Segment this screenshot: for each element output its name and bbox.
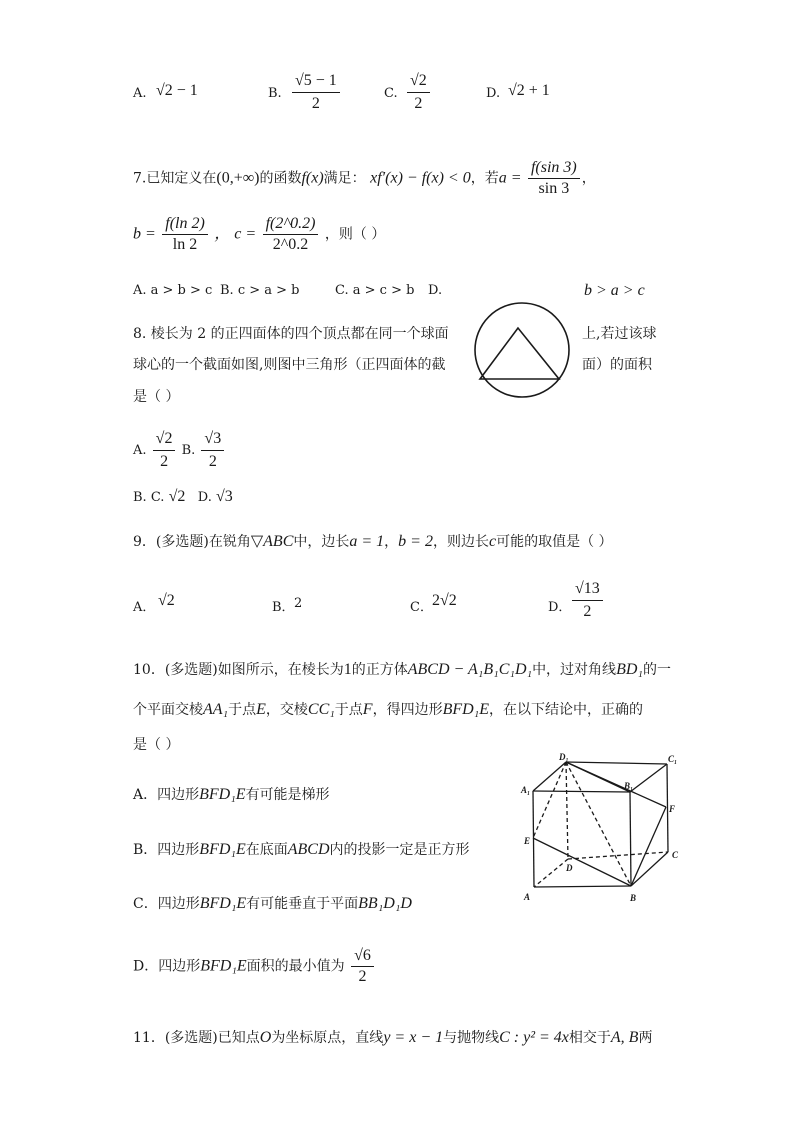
q7-option-c: C. a > c > b [335,283,415,298]
q6-option-b-label: B. [268,86,282,101]
q10-label-D: D [566,863,573,873]
q10-stem-line3: 是（ ） [133,737,180,753]
q8-options-row1: A. $\frac{√2}{2}$ B. $\frac{√3}{2}$ [133,430,226,471]
q8-option-a-value: $\frac{√2}{2}$ [153,430,176,471]
q11-stem: 11．(多选题)已知点O为坐标原点，直线y = x − 1与抛物线C : y² = 4x相交于A, B两 [133,1029,653,1046]
q10-label-A: A [524,892,531,902]
q6-option-d-label: D. [486,86,501,101]
q10-option-c: C．四边形BFD₁E有可能垂直于平面BB₁D₁D [133,895,412,912]
q8-stem-line2-right: 面）的面积 [582,357,652,373]
q9-option-c-value: 2√2 [432,592,457,609]
q7-option-b: B. c > a > b [220,283,300,298]
q6-option-a-label: A. [133,86,147,101]
q9-option-d-value: $\frac{√13}{2}$ [570,580,605,621]
q10-option-d: D．四边形BFD₁E面积的最小值为 $\frac{√6}{2}$ [133,948,376,985]
q6-option-a-value: √2 − 1 [156,82,198,99]
q8-circle [475,303,569,397]
q8-stem-line2-left: 球心的一个截面如图,则图中三角形（正四面体的截 [133,357,446,373]
q9-option-d-label: D． [548,600,572,615]
q8-option-d-value: √3 [216,488,233,505]
q8-triangle [480,328,559,379]
q10-label-C1: C₁ [668,754,678,764]
q8-option-b-value: $\frac{√3}{2}$ [201,430,224,471]
q9-option-b-label: B． [272,600,295,615]
q7-b-fraction: $\frac{f(\ln 2)}{\ln 2}$ [162,216,208,253]
q10-cube-figure [518,750,688,906]
q8-stem-line1-left: 8. 棱长为 2 的正四面体的四个顶点都在同一个球面 [133,326,449,342]
q10-stem-line2: 个平面交棱AA₁于点E，交棱CC₁于点F，得四边形BFD₁E，在以下结论中，正确的 [133,701,644,718]
q10-option-d-fraction: $\frac{√6}{2}$ [351,948,374,985]
q7-c-fraction: $\frac{f(2\^{}0.2)}{2\^{}0.2}$ [263,216,319,253]
q10-label-C: C [672,850,679,860]
q6-option-b-value: $\frac{√5 - 1}{2}$ [290,72,342,113]
q7-a-fraction: $\frac{f(\sin 3)}{\sin 3}$ [528,160,580,197]
q8-option-c-value: √2 [168,488,186,505]
q9-option-a-label: A． [133,600,156,615]
q7-stem-line1: 7.已知定义在(0,+∞)的函数f(x)满足： xf′(x) − f(x) < 0，若a = $\frac{f(\sin 3)}{\sin 3}$ ， [133,159,596,197]
q10-label-A1: A₁ [521,785,531,795]
q10-label-F: F [669,804,676,814]
q9-stem: 9．(多选题)在锐角▽ABC中，边长a = 1，b = 2，则边长c可能的取值是（ ） [133,533,613,550]
q9-option-a-value: √2 [158,592,175,609]
q10-label-B: B [630,893,637,903]
q10-option-a: A．四边形BFD₁E有可能是梯形 [133,786,330,803]
q8-options-row2: B. C. √2 D. √3 [133,488,233,505]
q10-stem-line1: 10．(多选题)如图所示，在棱长为1的正方体ABCD − A₁B₁C₁D₁中，过对角线BD₁的一 [133,661,671,678]
q10-label-B1: B₁ [624,781,634,791]
q10-option-b: B．四边形BFD₁E在底面ABCD内的投影一定是正方形 [133,841,470,858]
q9-option-b-value: 2 [294,596,303,611]
q8-sphere-section-figure [466,300,578,400]
q6-option-c-label: C. [384,86,398,101]
q10-label-D1: D₁ [559,752,569,762]
q10-label-E: E [524,836,531,846]
q8-stem-line3: 是（ ） [133,389,180,405]
q7-option-a: A. a > b > c [133,283,213,298]
q8-stem-line1-right: 上,若过该球 [582,326,657,342]
q6-option-d-value: √2 + 1 [508,82,550,99]
q7-option-d-label: D. [428,283,443,298]
q7-stem-line2: b = $\frac{f(\ln 2)}{\ln 2}$ ， c = $\frac{f(2\^{}0.2)}{2\^{}0.2}$ ，则（ ） [133,215,386,253]
q6-option-c-value: $\frac{√2}{2}$ [405,72,432,113]
q7-option-d-value: b > a > c [584,282,645,299]
q9-option-c-label: C． [410,600,433,615]
